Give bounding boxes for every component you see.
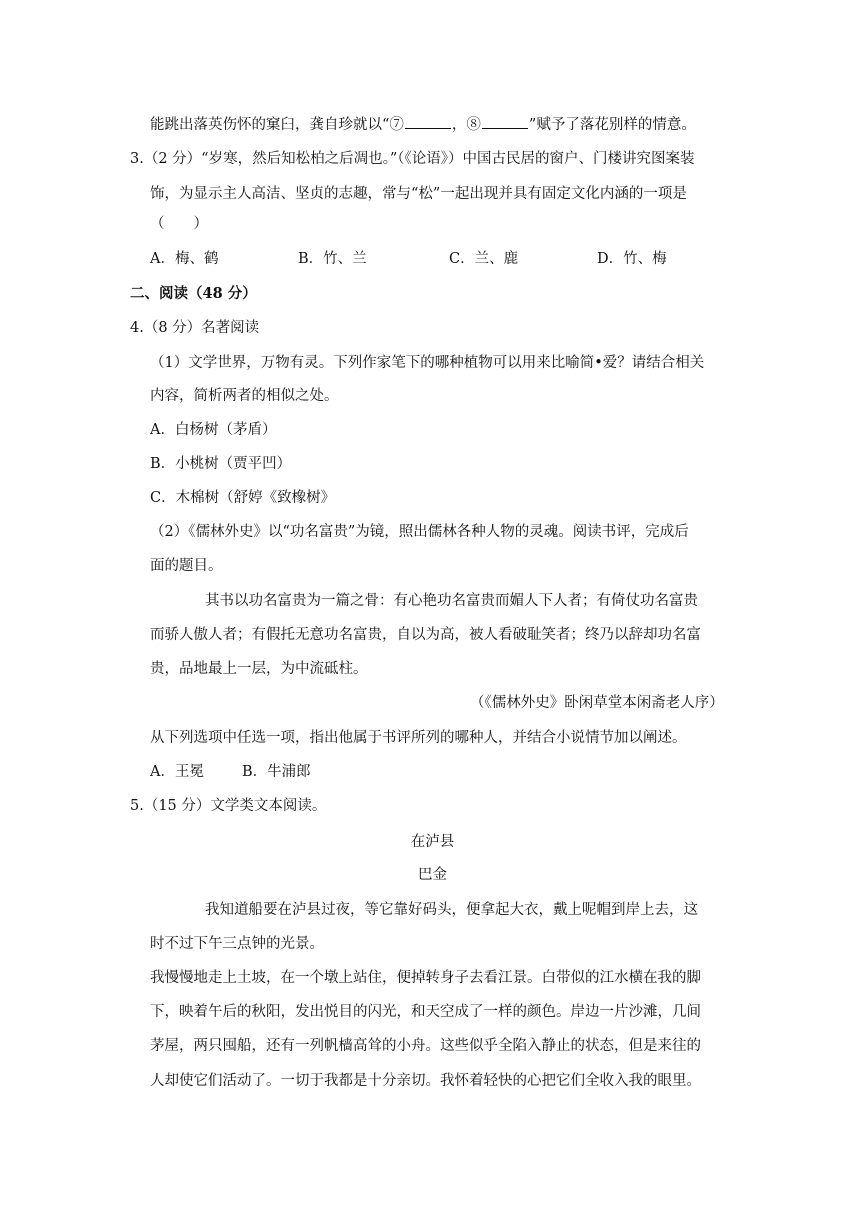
blank-8[interactable] xyxy=(482,114,528,129)
q4-part1-option-a[interactable]: A．白杨树（茅盾） xyxy=(150,422,277,438)
q4-heading: 4.（8 分）名著阅读 xyxy=(130,320,260,336)
q4-part1-option-b[interactable]: B．小桃树（贾平凹） xyxy=(150,456,292,472)
q3-option-b[interactable]: B．竹、兰 xyxy=(298,251,367,267)
q2-text-before: 能跳出落英伤怀的窠臼，龚自珍就以“⑦ xyxy=(150,117,404,133)
passage-para2-line-2: 下，映着午后的秋阳，发出悦目的闪光，和天空成了一样的颜色。岸边一片沙滩，几间 xyxy=(150,1004,701,1020)
passage-para2-line-3: 茅屋，两只囤船，还有一列帆樯高耸的小舟。这些似乎全陷入静止的状态，但是来往的 xyxy=(150,1038,701,1054)
passage-para1-line-1: 我知道船要在泸县过夜，等它靠好码头，便拿起大衣，戴上呢帽到岸上去，这 xyxy=(205,902,698,918)
q4-part1-option-c[interactable]: C．木棉树（舒婷《致橡树》 xyxy=(150,490,336,506)
q4-quote-line-1: 其书以功名富贵为一篇之骨：有心艳功名富贵而媚人下人者；有倚仗功名富贵 xyxy=(205,593,698,609)
passage-author: 巴金 xyxy=(418,867,447,883)
q3-answer-paren[interactable]: （ ） xyxy=(150,216,208,232)
q3-option-d[interactable]: D．竹、梅 xyxy=(597,251,667,267)
q4-part2-line-1: （2）《儒林外史》以“功名富贵”为镜，照出儒林各种人物的灵魂。阅读书评，完成后 xyxy=(150,524,689,540)
passage-para2-line-4: 人却使它们活动了。一切于我都是十分亲切。我怀着轻快的心把它们全收入我的眼里。 xyxy=(150,1073,701,1089)
q2-text-mid: ，⑧ xyxy=(451,117,481,133)
q4-quote-line-2: 而骄人傲人者；有假托无意功名富贵，自以为高，被人看破耻笑者；终乃以辞却功名富 xyxy=(150,627,701,643)
q4-part2-line-2: 面的题目。 xyxy=(150,558,223,574)
q4-instruction: 从下列选项中任选一项，指出他属于书评所列的哪种人，并结合小说情节加以阐述。 xyxy=(150,730,687,746)
q5-heading: 5.（15 分）文学类文本阅读。 xyxy=(130,798,327,814)
passage-para1-line-2: 时不过下午三点钟的光景。 xyxy=(150,936,324,952)
q4-part1-line-1: （1）文学世界，万物有灵。下列作家笔下的哪种植物可以用来比喻简•爱？请结合相关 xyxy=(150,355,705,371)
passage-para2-line-1: 我慢慢地走上土坡，在一个墩上站住，便掉转身子去看江景。白带似的江水横在我的脚 xyxy=(150,970,701,986)
q3-line-1: 3.（2 分）“岁寒，然后知松柏之后凋也。”（《论语》）中国古民居的窗户、门楼讲究图案装 xyxy=(130,151,695,167)
q3-option-a[interactable]: A．梅、鹤 xyxy=(150,251,219,267)
q4-quote-source: （《儒林外史》卧闲草堂本闲斋老人序） xyxy=(470,695,724,711)
q2-fill-line xyxy=(150,114,696,135)
blank-7[interactable] xyxy=(405,114,451,129)
q4-part2-option-a[interactable]: A．王冕 xyxy=(150,764,204,780)
q4-part2-option-b[interactable]: B．牛浦郎 xyxy=(242,764,311,780)
q3-option-c[interactable]: C．兰、鹿 xyxy=(449,251,519,267)
passage-title: 在泸县 xyxy=(410,834,455,850)
q2-text-after: ”赋予了落花别样的情意。 xyxy=(528,117,696,133)
section-heading-reading: 二、阅读（48 分） xyxy=(130,285,257,302)
q4-quote-line-3: 贵，品地最上一层，为中流砥柱。 xyxy=(150,661,368,677)
q3-line-2: 饰，为显示主人高洁、坚贞的志趣，常与“松”一起出现并具有固定文化内涵的一项是 xyxy=(150,186,687,202)
q4-part1-line-2: 内容，简析两者的相似之处。 xyxy=(150,388,339,404)
